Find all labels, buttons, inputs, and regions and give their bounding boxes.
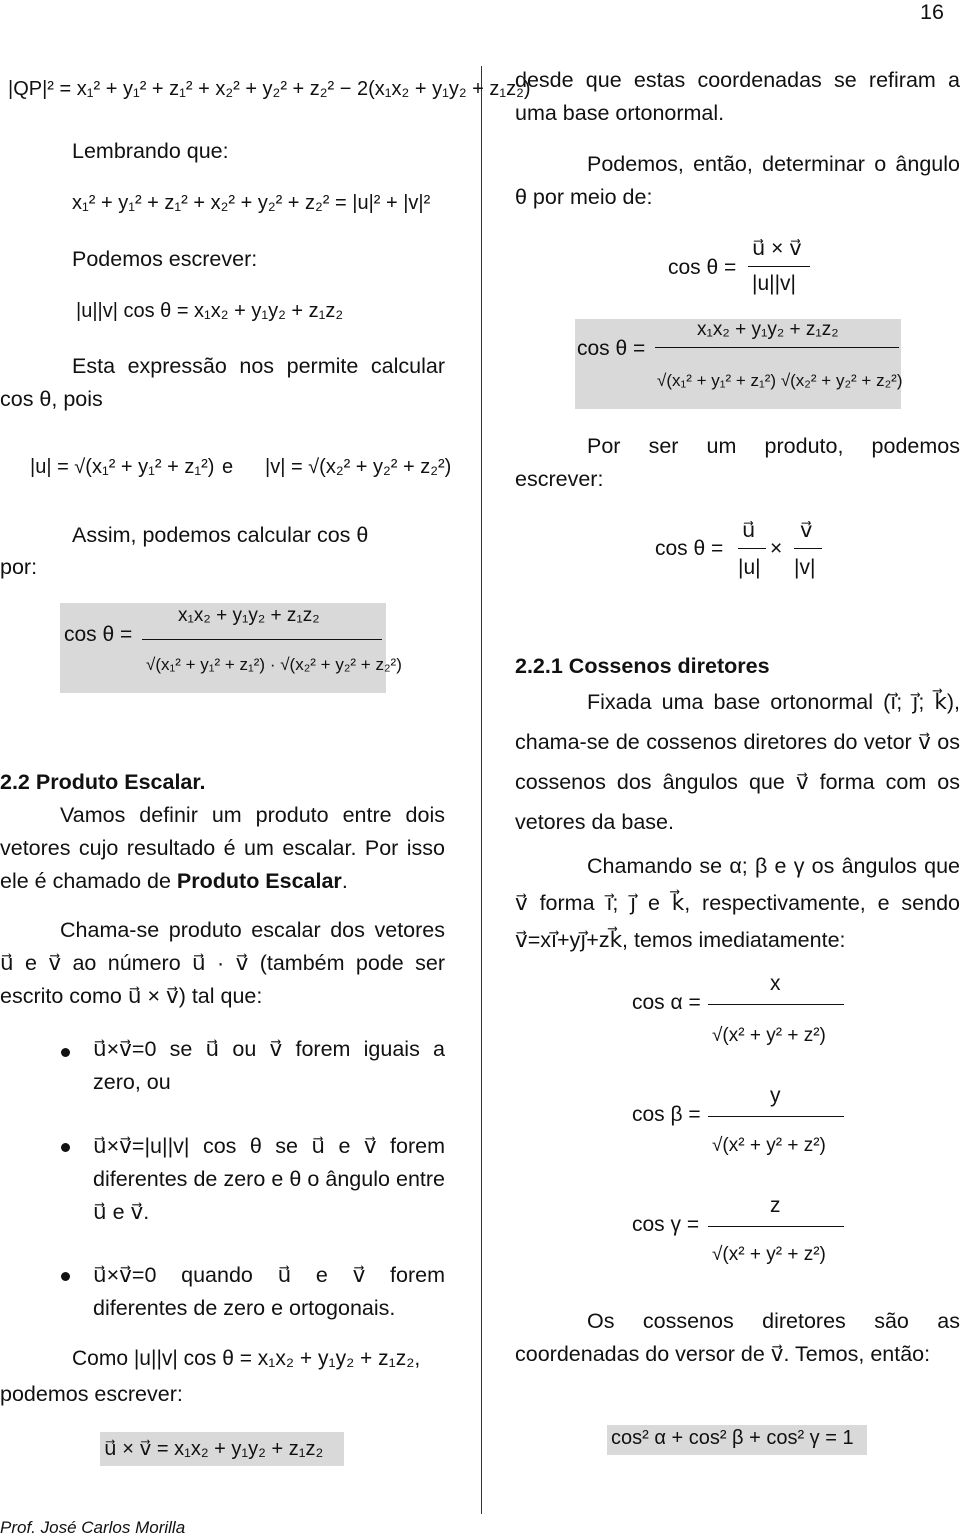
bullet-item: u⃗×v⃗=0 quando u⃗ e v⃗ forem diferentes de zero e ortogonais. [93, 1263, 445, 1320]
eq1-lhs: cos θ = [668, 256, 737, 279]
bullet-dot [61, 1048, 70, 1057]
equation-qp: |QP|² = x₁² + y₁² + z₁² + x₂² + y₂² + z₂² − 2(x₁x₂ + y₁y₂ + z₁z₂) [8, 78, 531, 100]
cos-gamma-denominator: √(x² + y² + z²) [712, 1244, 826, 1265]
eq1-numerator: u⃗ × v⃗ [752, 237, 802, 260]
bullet-item: u⃗×v⃗=|u||v| cos θ se u⃗ e v⃗ forem diferentes de zero e θ o ângulo entre u⃗ e v⃗. [93, 1134, 445, 1224]
eq2-bar [655, 347, 899, 348]
formula-cos-denominator: √(x₁² + y₁² + z₁²) · √(x₂² + y₂² + z₂²) [146, 655, 402, 674]
cos-beta-lhs: cos β = [632, 1103, 701, 1126]
eq3-lhs: cos θ = [655, 537, 724, 560]
os-cossenos-paragraph: Os cossenos diretores são as coordenadas do versor de v⃗. Temos, então: [515, 1309, 960, 1366]
cos-alpha-denominator: √(x² + y² + z²) [712, 1025, 826, 1046]
esta-expressao-paragraph: Esta expressão nos permite calcular cos θ, pois [0, 354, 445, 411]
formula-cos-lhs: cos θ = [64, 623, 133, 646]
cos-beta-numerator: y [770, 1084, 781, 1107]
eq2-denominator: √(x₁² + y₁² + z₁²) √(x₂² + y₂² + z₂²) [657, 371, 903, 390]
cos-alpha-bar [708, 1004, 844, 1005]
cos-beta-bar [708, 1116, 844, 1117]
fixada-paragraph: Fixada uma base ortonormal (i⃗; j⃗; k⃗), chama-se de cossenos diretores do vetor v⃗ os cossenos dos ângulos que v⃗ forma com os vetores da base. [515, 690, 960, 834]
eq3-bar-v [794, 548, 822, 549]
identity-formula: cos² α + cos² β + cos² γ = 1 [611, 1427, 854, 1449]
por-ser-paragraph: Por ser um produto, podemos escrever: [515, 434, 960, 491]
produto-escalar-bold: Produto Escalar [176, 869, 342, 893]
cos-gamma-lhs: cos γ = [632, 1213, 700, 1236]
eq3-u: u⃗ [742, 519, 756, 542]
eq1-bar [748, 266, 810, 267]
equation-sum-squares: x₁² + y₁² + z₁² + x₂² + y₂² + z₂² = |u|² + |v|² [72, 192, 431, 214]
assim-text: Assim, podemos calcular cos θ [72, 523, 369, 547]
cos-alpha-lhs: cos α = [632, 991, 701, 1014]
cos-gamma-numerator: z [770, 1194, 781, 1217]
podemos-escrever-2: podemos escrever: [0, 1382, 183, 1406]
equation-uv-cos: |u||v| cos θ = x₁x₂ + y₁y₂ + z₁z₂ [76, 300, 344, 322]
identity-box [607, 1425, 867, 1455]
cos-alpha-numerator: x [770, 972, 781, 995]
eq3-bar-u [738, 548, 766, 549]
section-2-2-1-heading: 2.2.1 Cossenos diretores [515, 654, 770, 678]
formula-final-box [100, 1432, 344, 1466]
formula-cos-theta-box [60, 603, 402, 693]
podemos-determinar-paragraph: Podemos, então, determinar o ângulo θ por meio de: [515, 152, 960, 209]
bullet-item: u⃗×v⃗=0 se u⃗ ou v⃗ forem iguais a zero, ou [93, 1037, 445, 1094]
eq2-lhs: cos θ = [577, 337, 646, 360]
lembrando-text: Lembrando que: [72, 139, 229, 163]
vamos-definir-paragraph: Vamos definir um produto entre dois vetores cujo resultado é um escalar. Por isso ele é chamado de Produto Escalar. [0, 803, 445, 893]
eq1-denominator: |u||v| [752, 272, 796, 295]
eq2-numerator: x₁x₂ + y₁y₂ + z₁z₂ [697, 319, 839, 340]
eq3-v: v⃗ [800, 519, 813, 542]
page-number: 16 [920, 0, 944, 24]
formula-final: u⃗ × v⃗ = x₁x₂ + y₁y₂ + z₁z₂ [104, 1438, 324, 1460]
cos-beta-denominator: √(x² + y² + z²) [712, 1135, 826, 1156]
section-2-2-heading: 2.2 Produto Escalar. [0, 770, 206, 794]
footer-author: Prof. José Carlos Morilla [0, 1518, 186, 1537]
como-equation: Como |u||v| cos θ = x₁x₂ + y₁y₂ + z₁z₂, [72, 1347, 421, 1370]
bullet-dot [61, 1272, 70, 1281]
podemos-escrever-text: Podemos escrever: [72, 247, 258, 271]
desde-que-paragraph: desde que estas coordenadas se refiram a uma base ortonormal. [515, 68, 960, 125]
fraction-bar [142, 639, 382, 640]
chamando-paragraph: Chamando se α; β e γ os ângulos que v⃗ forma i⃗; j⃗ e k⃗, respectivamente, e sendo v⃗=xi⃗+yj⃗+zk⃗, temos imediatamente: [515, 854, 960, 952]
eq3-times: × [770, 537, 783, 560]
eq2-box [575, 319, 901, 409]
column-divider [481, 66, 482, 1514]
cos-gamma-bar [708, 1226, 844, 1227]
por-text: por: [0, 555, 38, 579]
formula-cos-numerator: x₁x₂ + y₁y₂ + z₁z₂ [178, 605, 320, 626]
equation-norm-v: |v| = √(x₂² + y₂² + z₂²) [265, 456, 452, 478]
equation-norm-u: |u| = √(x₁² + y₁² + z₁²) [30, 456, 215, 478]
vamos-definir-text: Vamos definir um produto entre dois vetores cujo resultado é um escalar. Por isso ele é chamado de [0, 803, 445, 893]
bullet-dot [61, 1143, 70, 1152]
eq3-v-norm: |v| [794, 556, 816, 579]
equation-norm-e: e [222, 456, 234, 478]
chama-se-paragraph: Chama-se produto escalar dos vetores u⃗ e v⃗ ao número u⃗ · v⃗ (também pode ser escrito como u⃗ × v⃗) tal que: [0, 918, 445, 1008]
eq3-u-norm: |u| [738, 556, 761, 579]
